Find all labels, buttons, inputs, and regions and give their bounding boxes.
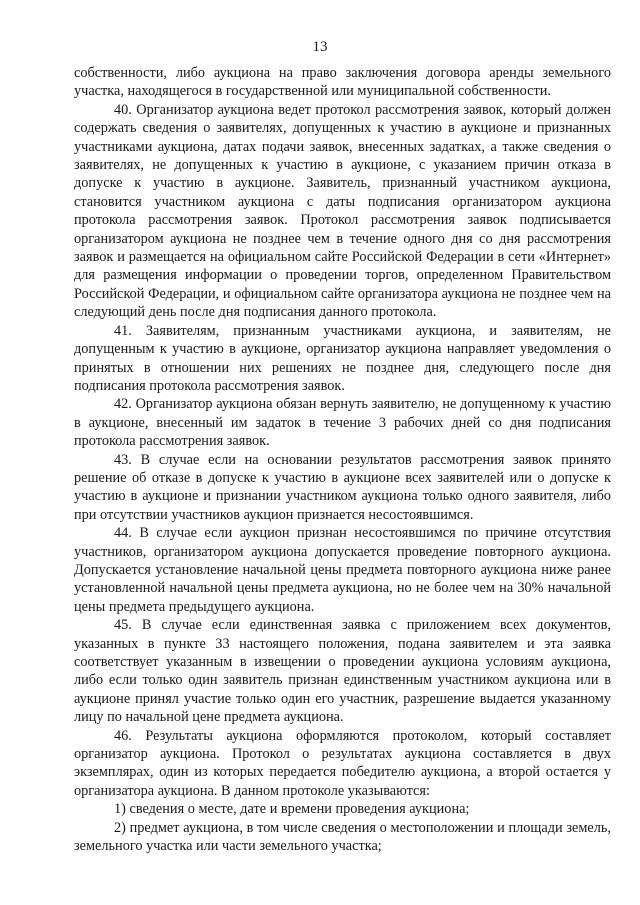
list-item-1: 1) сведения о месте, дате и времени проведения аукциона;	[114, 801, 470, 818]
paragraph-43: 43. В случае если на основании результатов рассмотрения заявок принято решение об отказе в допуске к участию в аукционе всех заявителей или о допуске к участию в аукционе и признании участником аукциона только одного заявителя, либо при отсутствии участников аукцион признается несостоявшимся.	[74, 451, 611, 523]
paragraph-41: 41. Заявителям, признанным участниками аукциона, и заявителям, не допущенным к участию в аукционе, организатор аукциона направляет уведомления о принятых в отношении них решениях не позднее дня, следующего после дня подписания протокола рассмотрения заявок.	[74, 322, 611, 394]
paragraph-42: 42. Организатор аукциона обязан вернуть заявителю, не допущенному к участию в аукционе, внесенный им задаток в течение 3 рабочих дней со дня подписания протокола рассмотрения заявок.	[74, 396, 611, 450]
paragraph-continuation: собственности, либо аукциона на право заключения договора аренды земельного участка, находящегося в государственной или муниципальной собственности.	[74, 65, 611, 100]
paragraph-40: 40. Организатор аукциона ведет протокол рассмотрения заявок, который должен содержать сведения о заявителях, допущенных к участию в аукционе и признанных участниками аукциона, датах подачи заявок, внесенных задатках, а также сведения о заявителях, не допущенных к участию в аукционе, с указанием причин отказа в допуске к участию в аукционе. Заявитель, признанный участником аукциона, становится участником аукциона с даты подписания организатором аукциона протокола рассмотрения заявок. Протокол рассмотрения заявок подписывается организатором аукциона не позднее чем в течение одного дня со дня рассмотрения заявок и размещается на официальном сайте Российской Федерации в сети «Интернет» для размещения информации о проведении торгов, определенном Правительством Российской Федерации, и официальном сайте организатора аукциона не позднее чем на следующий день после дня подписания данного протокола.	[74, 101, 611, 321]
list-item-2: 2) предмет аукциона, в том числе сведения о местоположении и площади земель, земельного участка или части земельного участка;	[74, 819, 611, 855]
paragraph-46: 46. Результаты аукциона оформляются протоколом, который составляет организатор аукциона. Протокол о результатах аукциона составляется в двух экземплярах, один из которых передается победителю аукциона, а второй остается у организатора аукциона. В данном протоколе указываются:	[74, 727, 611, 799]
page-number: 13	[312, 39, 328, 55]
paragraph-44: 44. В случае если аукцион признан несостоявшимся по причине отсутствия участников, организатором аукциона допускается проведение повторного аукциона. Допускается установление начальной цены предмета повторного аукциона ниже ранее установленной начальной цены предмета аукциона, но не более чем на 30% начальной цены предмета предыдущего аукциона.	[74, 525, 611, 615]
paragraph-45: 45. В случае если единственная заявка с приложением всех документов, указанных в пункте 33 настоящего положения, подана заявителем и эта заявка соответствует указанным в извещении о проведении аукциона условиям аукциона, либо если только один заявитель признан единственным участником аукциона или в аукционе принял участие только один его участник, разрешение выдается указанному лицу по начальной цене предмета аукциона.	[74, 617, 611, 726]
document-body	[74, 64, 611, 855]
